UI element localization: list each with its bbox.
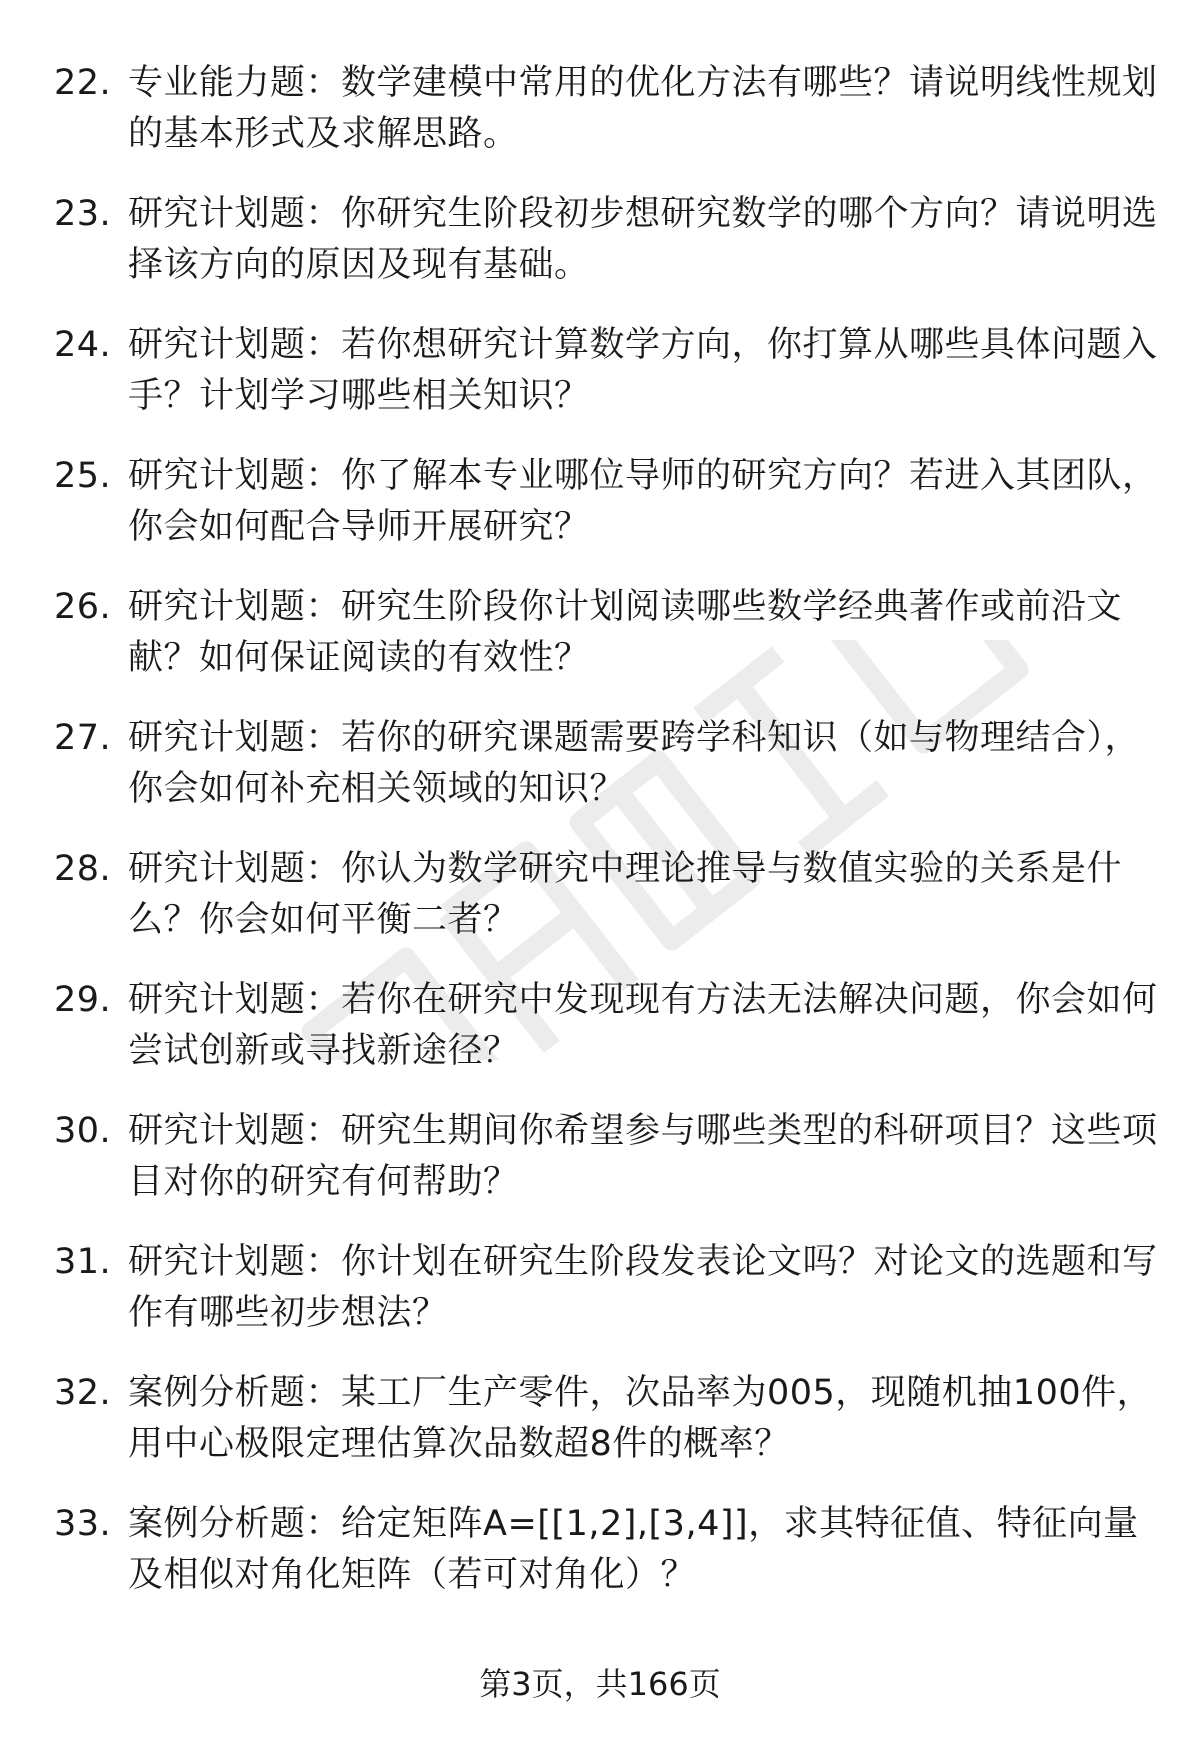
question-number: 29. xyxy=(54,980,112,1020)
question-item xyxy=(54,189,1164,291)
question-number: 28. xyxy=(54,849,112,889)
question-number: 24. xyxy=(54,325,112,365)
question-text: 研究计划题：若你想研究计算数学方向，你打算从哪些具体问题入手？计划学习哪些相关知识？ xyxy=(128,325,1158,416)
question-number: 30. xyxy=(54,1111,112,1151)
page-footer xyxy=(0,1664,1200,1704)
question-item xyxy=(54,975,1164,1077)
question-item xyxy=(54,713,1164,815)
question-text: 研究计划题：你了解本专业哪位导师的研究方向？若进入其团队，你会如何配合导师开展研究？ xyxy=(128,456,1158,547)
question-text: 研究计划题：若你在研究中发现现有方法无法解决问题，你会如何尝试创新或寻找新途径？ xyxy=(128,980,1158,1071)
question-item xyxy=(54,1237,1164,1339)
question-item xyxy=(54,58,1164,160)
question-text: 研究计划题：你认为数学研究中理论推导与数值实验的关系是什么？你会如何平衡二者？ xyxy=(128,849,1123,940)
question-text: 研究计划题：若你的研究课题需要跨学科知识（如与物理结合），你会如何补充相关领域的知识？ xyxy=(128,718,1141,809)
question-text: 研究计划题：你研究生阶段初步想研究数学的哪个方向？请说明选择该方向的原因及现有基础。 xyxy=(128,194,1158,285)
question-number: 26. xyxy=(54,587,112,627)
question-number: 25. xyxy=(54,456,112,496)
question-item xyxy=(54,1368,1164,1470)
question-number: 23. xyxy=(54,194,112,234)
question-text: 案例分析题：某工厂生产零件，次品率为005，现随机抽100件，用中心极限定理估算次品数超8件的概率？ xyxy=(128,1373,1153,1464)
question-text: 研究计划题：研究生期间你希望参与哪些类型的科研项目？这些项目对你的研究有何帮助？ xyxy=(128,1111,1158,1202)
question-list xyxy=(54,58,1164,1630)
question-number: 27. xyxy=(54,718,112,758)
page-number-label: 第3页，共166页 xyxy=(479,1665,721,1703)
question-item xyxy=(54,320,1164,422)
question-item xyxy=(54,844,1164,946)
question-text: 案例分析题：给定矩阵A=[[1,2],[3,4]]，求其特征值、特征向量及相似对角化矩阵（若可对角化）？ xyxy=(128,1504,1139,1595)
question-number: 22. xyxy=(54,63,112,103)
question-text: 研究计划题：你计划在研究生阶段发表论文吗？对论文的选题和写作有哪些初步想法？ xyxy=(128,1242,1158,1333)
question-item xyxy=(54,451,1164,553)
question-text: 研究计划题：研究生阶段你计划阅读哪些数学经典著作或前沿文献？如何保证阅读的有效性？ xyxy=(128,587,1123,678)
question-number: 31. xyxy=(54,1242,112,1282)
question-item xyxy=(54,582,1164,684)
question-item xyxy=(54,1499,1164,1601)
question-number: 33. xyxy=(54,1504,112,1544)
question-text: 专业能力题：数学建模中常用的优化方法有哪些？请说明线性规划的基本形式及求解思路。 xyxy=(128,63,1158,154)
question-number: 32. xyxy=(54,1373,112,1413)
question-item xyxy=(54,1106,1164,1208)
